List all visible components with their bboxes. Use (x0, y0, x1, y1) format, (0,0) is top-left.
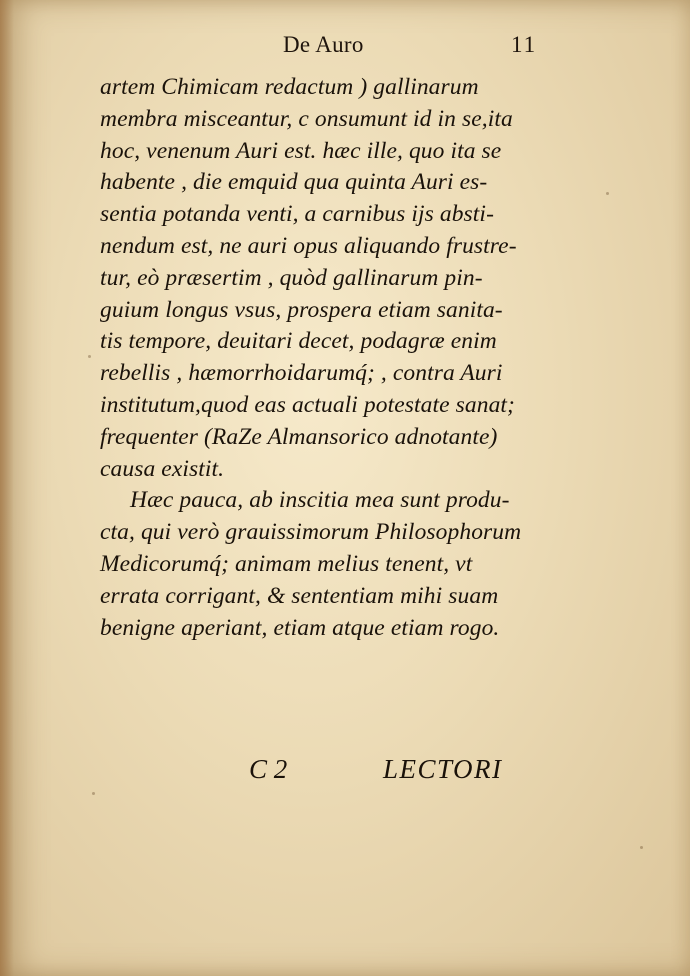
text-line: sentia potanda venti, a carnibus ijs absti- (100, 201, 494, 228)
text-line: causa existit. (100, 455, 225, 482)
text-line: nendum est, ne auri opus aliquando frustre- (100, 232, 517, 259)
body-text (100, 72, 580, 644)
text-line: Medicorumq́; animam melius tenent, vt (100, 550, 473, 577)
text-line: rebellis , hæmorrhoidarumq́; , contra Auri (100, 360, 503, 387)
text-line: habente , die emquid qua quinta Auri es- (100, 169, 488, 196)
page-number: 11 (511, 32, 538, 57)
page-header (0, 28, 690, 68)
text-line: artem Chimicam redactum ) gallinarum (100, 74, 479, 100)
text-line: benigne aperiant, etiam atque etiam rogo. (100, 614, 500, 641)
catchword: LECTORI (383, 754, 503, 784)
text-line: frequenter (RaZe Almansorico adnotante) (100, 423, 498, 450)
page-gutter-shadow (0, 0, 14, 976)
paper-speck (88, 355, 91, 358)
running-head: De Auro (283, 32, 364, 57)
text-line: membra misceantur, c onsumunt id in se,ita (100, 105, 513, 132)
text-line: hoc, venenum Auri est. hæc ille, quo ita se (100, 137, 502, 164)
paper-speck (640, 846, 643, 849)
text-line: tis tempore, deuitari decet, podagræ enim (100, 328, 497, 355)
text-line: cta, qui verò grauissimorum Philosophorum (100, 519, 522, 546)
paper-speck (606, 192, 609, 195)
text-line: guium longus vsus, prospera etiam sanita- (100, 296, 503, 323)
text-line: tur, eò præsertim , quòd gallinarum pin- (100, 264, 483, 291)
page-footer (0, 752, 690, 792)
text-line: errata corrigant, & sententiam mihi suam (100, 582, 499, 609)
signature-mark: C 2 (249, 754, 288, 784)
text-line: institutum,quod eas actuali potestate sanat; (100, 391, 515, 418)
paragraph-start-line: Hæc pauca, ab inscitia mea sunt produ- (130, 487, 510, 514)
paper-speck (92, 792, 95, 795)
